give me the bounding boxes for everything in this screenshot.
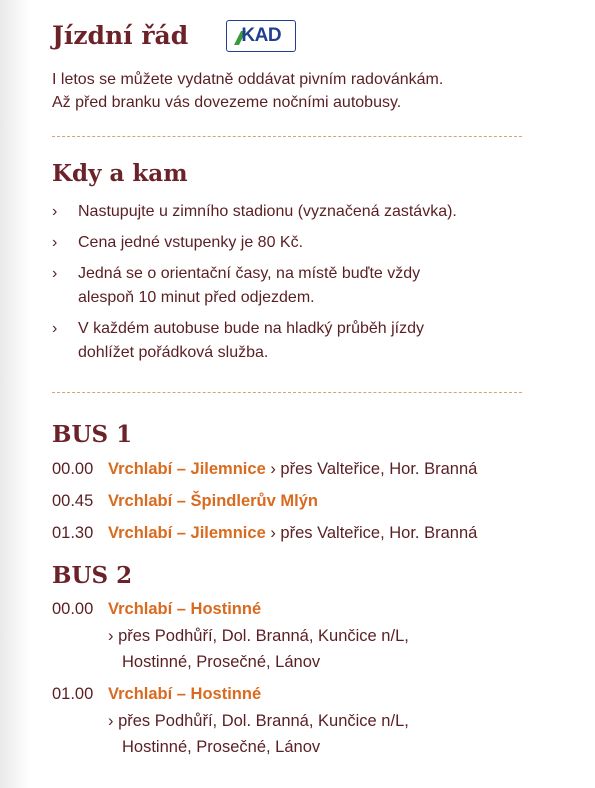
intro-line: Až před branku vás dovezeme nočními autobusy. [52,94,402,111]
bus2-row [52,682,261,706]
route: Vrchlabí – Špindlerův Mlýn [108,492,318,510]
departure-time: 01.00 [52,685,94,703]
route: Vrchlabí – Hostinné [108,685,262,703]
departure-time: 00.00 [52,460,94,478]
section-title-bus1: BUS 1 [52,421,133,448]
departure-time: 01.30 [52,524,94,542]
via: › přes Podhůří, Dol. Branná, Kunčice n/L, [108,627,409,645]
bus2-row [52,597,261,621]
intro-text [52,68,443,114]
list-item: › Cena jedné vstupenky je 80 Kč. [52,231,527,255]
list-item: › Jedná se o orientační časy, na místě buďte vždy alespoň 10 minut před odjezdem. [52,262,527,310]
section-title-bus2: BUS 2 [52,562,133,589]
kad-logo [226,20,296,52]
via: › přes Podhůří, Dol. Branná, Kunčice n/L, [108,712,409,730]
section-title-when-where: Kdy a kam [52,160,188,187]
list-item: › V každém autobuse bude na hladký průběh jízdy dohlížet pořádková služba. [52,317,527,365]
chevron-right-icon: › [52,234,58,251]
route: Vrchlabí – Jilemnice [108,460,266,478]
via: Hostinné, Prosečné, Lánov [122,738,321,756]
divider [52,392,522,393]
page-edge-shadow [0,0,30,788]
chevron-right-icon: › [52,320,58,337]
list-item: › Nastupujte u zimního stadionu (vyznačená zastávka). [52,200,527,224]
route: Vrchlabí – Jilemnice [108,524,266,542]
chevron-right-icon: › [52,265,58,282]
departure-time: 00.45 [52,492,94,510]
divider [52,136,522,137]
route: Vrchlabí – Hostinné [108,600,262,618]
bus1-row [52,457,477,481]
info-list [52,200,527,372]
title-bar [52,20,296,52]
intro-line: I letos se můžete vydatně oddávat pivním radovánkám. [52,71,444,88]
logo-text: KAD [241,25,282,46]
chevron-right-icon: › [52,203,58,220]
via: › přes Valteřice, Hor. Branná [270,460,478,478]
bus1-row [52,521,477,545]
page-title: Jízdní řád [52,21,189,50]
departure-time: 00.00 [52,600,94,618]
via: Hostinné, Prosečné, Lánov [122,653,321,671]
bus1-row [52,489,318,513]
via: › přes Valteřice, Hor. Branná [270,524,478,542]
